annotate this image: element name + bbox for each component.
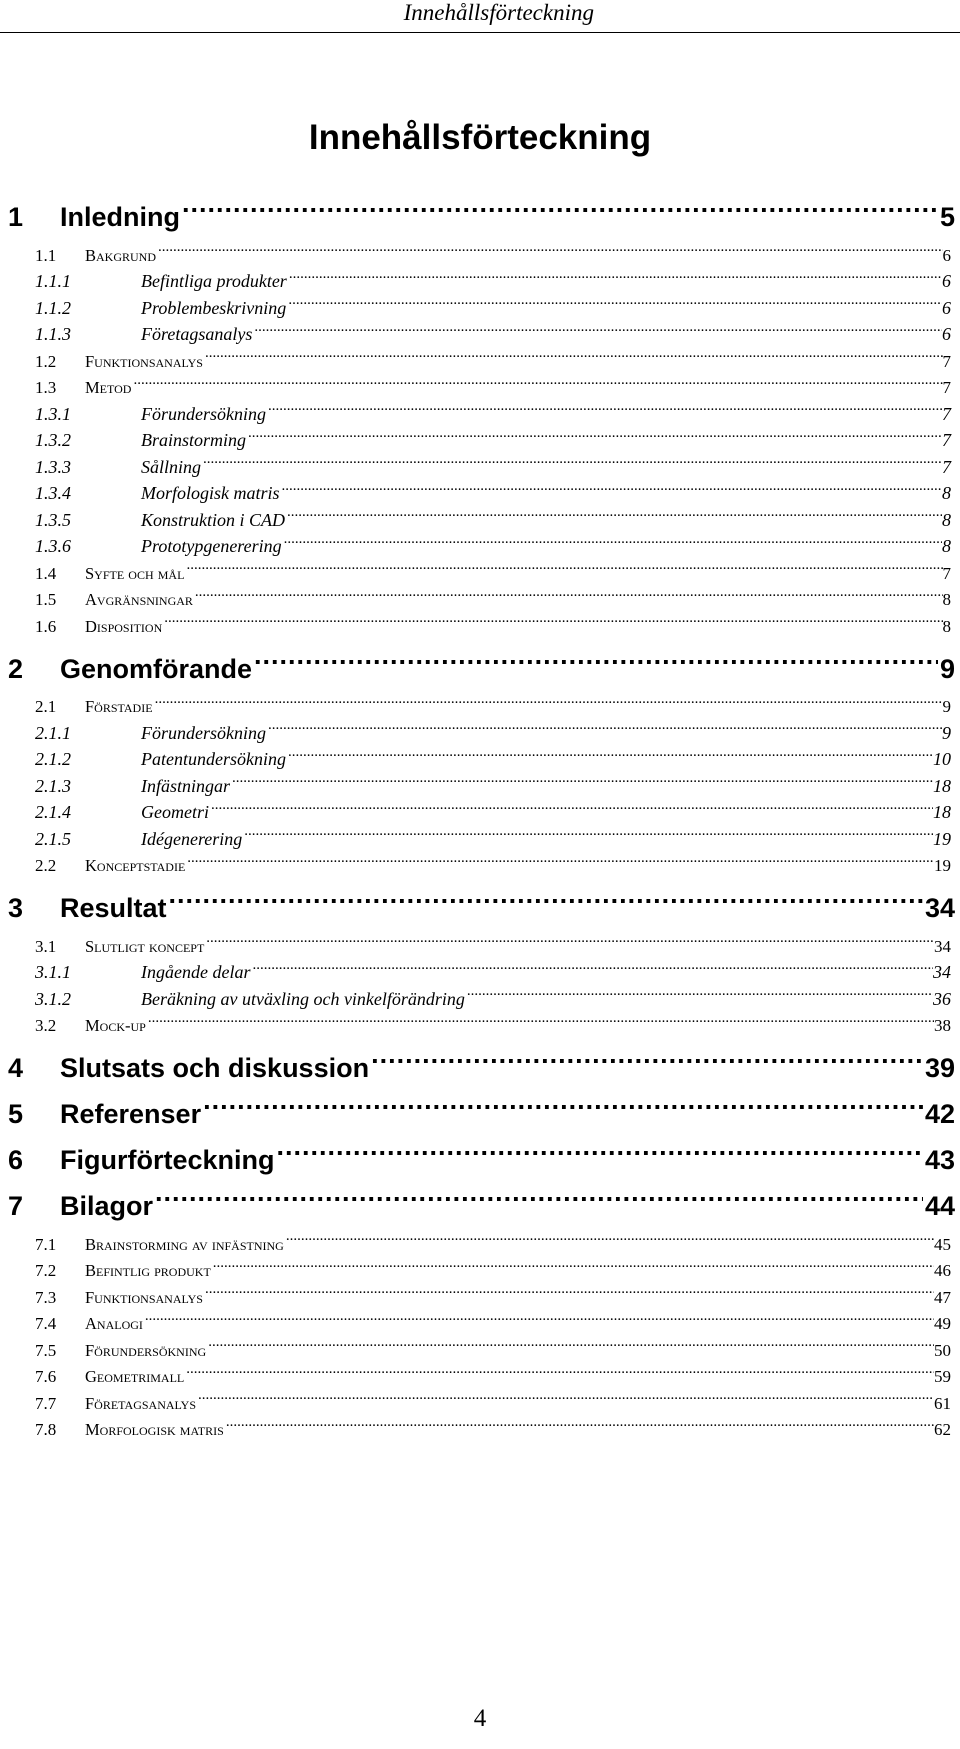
section-title: Disposition [85,616,163,636]
section-title: Morfologisk matris [85,1420,224,1439]
section-page-number: 62 [934,1420,951,1439]
page-number: 4 [473,1705,487,1732]
section-page-number: 6 [942,324,951,344]
section-page-number: 9 [942,722,951,743]
section-number: 1.2 [35,351,57,371]
section-title: Funktionsanalys [85,351,203,371]
section-number: 2.1.4 [35,802,71,822]
section-page-number: 45 [934,1234,951,1254]
dot-leader [250,952,933,979]
header-rule [0,32,960,33]
section-title: Geometri [141,802,209,822]
dot-leader [280,473,942,500]
toc-section-entry[interactable] [0,367,960,397]
section-number: 7.2 [35,1261,57,1280]
dot-leader [193,579,943,606]
section-title: Prototypgenerering [141,536,282,556]
section-title: Avgränsningar [85,590,193,609]
section-page-number: 8 [942,509,951,530]
section-number: 7.7 [35,1393,57,1413]
dot-leader [266,712,942,739]
section-page-number: 6 [942,271,951,291]
section-number: 1.3.6 [35,536,71,556]
section-page-number: 18 [933,775,951,796]
section-page-number: 6 [942,245,951,265]
section-number: 2.1.1 [35,722,71,743]
section-page-number: 8 [942,616,951,636]
section-number: 7.5 [35,1340,57,1360]
dot-leader [206,1329,934,1356]
dot-leader [252,632,938,678]
section-title: Analogi [85,1314,143,1333]
section-number: 1.6 [35,616,57,636]
section-page-number: 8 [942,483,951,503]
section-page-number: 10 [933,749,951,769]
section-number: 3.2 [35,1016,57,1035]
section-title: Brainstorming [141,430,247,450]
table-of-contents [0,180,960,1439]
dot-leader [184,552,942,579]
dot-leader [143,1303,934,1330]
section-title: Funktionsanalys [85,1287,203,1307]
dot-leader [204,925,934,952]
section-number: 1.1.2 [35,297,71,318]
dot-leader [211,1250,934,1277]
section-page-number: 7 [942,456,951,477]
section-number: 1.3.4 [35,483,71,503]
chapter-number: 2 [8,653,24,684]
section-number: 1.3 [35,378,57,397]
section-page-number: 34 [934,936,951,956]
section-number: 2.2 [35,856,57,875]
section-page-number: 9 [942,697,951,716]
dot-leader [203,340,943,367]
dot-leader [287,261,942,288]
section-page-number: 7 [942,563,951,583]
section-title: Befintliga produkter [141,271,287,291]
dot-leader [146,1005,934,1032]
section-title: Syfte och mål [85,563,185,583]
section-page-number: 18 [933,802,951,822]
dot-leader [282,526,942,553]
dot-leader [180,180,938,226]
dot-leader [201,446,942,473]
section-number: 3.1.2 [35,988,71,1009]
section-page-number: 38 [934,1016,951,1035]
section-title: Mock-up [85,1016,146,1035]
dot-leader [153,1169,923,1215]
section-title: Konceptstadie [85,856,186,875]
chapter-title: Figurförteckning [60,1145,275,1175]
section-page-number: 8 [942,590,951,609]
dot-leader [465,978,933,1005]
chapter-page-number: 44 [924,1191,955,1221]
dot-leader [266,393,942,420]
section-title: Befintlig produkt [85,1261,211,1280]
section-page-number: 7 [942,430,951,450]
section-number: 7.4 [35,1314,57,1333]
chapter-number: 5 [8,1099,24,1129]
section-title: Slutligt koncept [85,936,205,956]
section-page-number: 19 [933,828,951,849]
section-number: 3.1.1 [35,962,71,982]
dot-leader [201,1077,923,1123]
section-number: 7.8 [35,1420,57,1439]
dot-leader [224,1409,934,1436]
section-page-number: 49 [934,1314,951,1333]
dot-leader [286,739,933,766]
section-page-number: 61 [934,1393,951,1413]
section-title: Bakgrund [85,245,157,265]
section-number: 3.1 [35,936,57,956]
section-page-number: 50 [934,1340,951,1360]
dot-leader [131,367,942,394]
toc-subsection-entry[interactable] [0,393,960,424]
chapter-title: Slutsats och diskussion [60,1053,370,1083]
section-page-number: 34 [933,962,951,982]
dot-leader [242,818,933,845]
dot-leader [203,1276,934,1303]
dot-leader [286,287,942,314]
section-title: Förundersökning [141,722,266,743]
dot-leader [246,420,942,447]
section-number: 1.1 [35,245,57,265]
dot-leader [275,1123,923,1169]
section-number: 7.1 [35,1234,57,1254]
section-number: 7.3 [35,1287,57,1307]
section-title: Patentundersökning [141,749,286,769]
section-title: Metod [85,378,132,397]
dot-leader [196,1382,934,1409]
section-title: Sållning [141,456,202,477]
chapter-number: 4 [8,1053,24,1083]
chapter-page-number: 39 [924,1053,955,1083]
chapter-title: Bilagor [60,1191,154,1221]
section-number: 2.1.2 [35,749,71,769]
section-number: 2.1.5 [35,828,71,849]
section-page-number: 8 [942,536,951,556]
section-number: 1.3.3 [35,456,71,477]
section-number: 1.3.2 [35,430,71,450]
section-title: Infästningar [141,775,231,796]
section-page-number: 7 [942,378,951,397]
dot-leader [284,1223,934,1250]
section-number: 7.6 [35,1367,57,1386]
chapter-title: Inledning [60,202,180,232]
section-title: Beräkning av utväxling och vinkelförändring [141,988,465,1009]
dot-leader [162,605,942,632]
section-title: Konstruktion i CAD [141,509,286,530]
section-title: Idégenerering [141,828,243,849]
section-title: Företagsanalys [85,1393,197,1413]
section-title: Ingående delar [141,962,251,982]
running-header: Innehållsförteckning [403,0,594,25]
section-title: Förstadie [85,697,153,716]
dot-leader [156,234,942,261]
chapter-number: 6 [8,1145,24,1175]
section-page-number: 59 [934,1367,951,1386]
dot-leader [230,765,933,792]
section-title: Förundersökning [141,403,266,424]
chapter-title: Referenser [60,1099,202,1129]
chapter-page-number: 5 [939,202,955,232]
section-number: 1.3.1 [35,403,71,424]
chapter-page-number: 9 [939,653,955,684]
section-page-number: 6 [942,297,951,318]
section-number: 1.1.3 [35,324,71,344]
section-title: Förundersökning [85,1340,207,1360]
dot-leader [285,499,942,526]
chapter-page-number: 34 [924,893,955,923]
chapter-page-number: 43 [924,1145,955,1175]
chapter-number: 3 [8,893,24,923]
section-page-number: 7 [942,403,951,424]
dot-leader [184,1356,934,1383]
dot-leader [167,871,923,917]
chapter-title: Genomförande [60,653,253,684]
chapter-number: 1 [8,202,24,232]
section-number: 1.3.5 [35,509,71,530]
dot-leader [153,686,943,713]
chapter-title: Resultat [60,893,167,923]
toc-title: Innehållsförteckning [308,118,652,157]
section-title: Morfologisk matris [141,483,280,503]
section-number: 1.1.1 [35,271,71,291]
section-number: 1.5 [35,590,57,609]
section-page-number: 47 [934,1287,951,1307]
section-page-number: 7 [942,351,951,371]
dot-leader [185,845,934,872]
section-page-number: 36 [933,988,951,1009]
section-title: Problembeskrivning [141,297,287,318]
chapter-number: 7 [8,1191,24,1221]
section-title: Brainstorming av infästning [85,1234,284,1254]
chapter-page-number: 42 [924,1099,955,1129]
section-title: Företagsanalys [141,324,253,344]
dot-leader [369,1031,923,1077]
section-page-number: 19 [934,856,951,875]
section-number: 1.4 [35,563,57,583]
section-number: 2.1.3 [35,775,71,796]
toc-section-entry[interactable] [0,1303,960,1333]
section-page-number: 46 [934,1261,951,1280]
section-number: 2.1 [35,697,57,716]
dot-leader [252,314,942,341]
dot-leader [209,792,933,819]
toc-section-entry[interactable] [0,1329,960,1360]
toc-chapter-entry[interactable] [0,180,960,232]
section-title: Geometrimall [85,1367,185,1386]
